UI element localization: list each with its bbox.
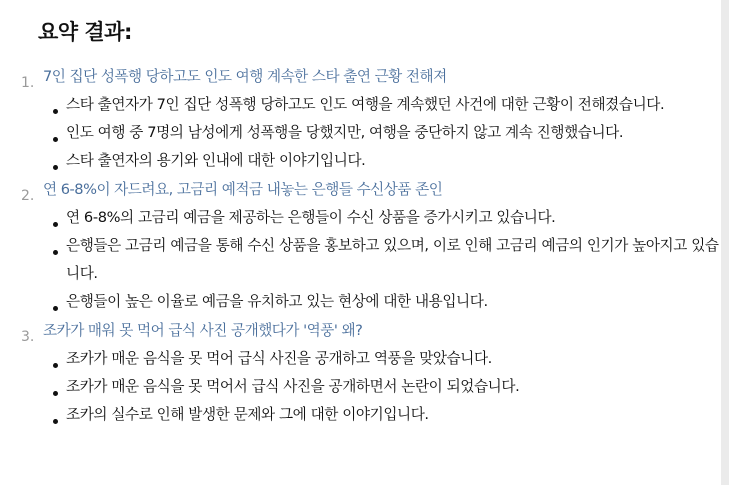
bullet-icon (53, 419, 58, 424)
bullet-icon (53, 109, 58, 114)
item-number: 1. (21, 75, 35, 91)
bullet-item (66, 345, 721, 373)
bullet-item (66, 288, 721, 316)
bullet-text: 조카가 매운 음식을 못 먹어 급식 사진을 공개하고 역풍을 맞았습니다. (66, 350, 492, 367)
bullet-text: 스타 출연자가 7인 집단 성폭행 당하고도 인도 여행을 계속했던 사건에 대한 근황이 전해졌습니다. (66, 96, 665, 113)
scrollbar-thumb[interactable] (721, 0, 729, 485)
bullet-item (66, 204, 721, 232)
bullet-text: 은행들이 높은 이율로 예금을 유치하고 있는 현상에 대한 내용입니다. (66, 293, 488, 310)
bullet-item (66, 91, 721, 119)
bullet-icon (53, 391, 58, 396)
item-number: 3. (21, 329, 35, 345)
summary-list (0, 62, 721, 429)
bullet-icon (53, 250, 58, 255)
bullet-item (66, 232, 721, 288)
item-number: 2. (21, 188, 35, 204)
bullet-list (0, 204, 721, 316)
bullet-text: 조카가 매운 음식을 못 먹어서 급식 사진을 공개하면서 논란이 되었습니다. (66, 378, 520, 395)
bullet-item (66, 401, 721, 429)
bullet-icon (53, 165, 58, 170)
bullet-icon (53, 137, 58, 142)
bullet-item (66, 119, 721, 147)
scrollbar[interactable] (721, 0, 747, 485)
summary-item-1 (0, 62, 721, 175)
summary-item-3 (0, 316, 721, 429)
page-title: 요약 결과: (38, 20, 132, 44)
bullet-text: 조카의 실수로 인해 발생한 문제와 그에 대한 이야기입니다. (66, 406, 429, 423)
bullet-text: 연 6-8%의 고금리 예금을 제공하는 은행들이 수신 상품을 증가시키고 있습니다. (66, 209, 556, 226)
summary-item-2 (0, 175, 721, 316)
article-link[interactable]: 조카가 매워 못 먹어 급식 사진 공개했다가 '역풍' 왜? (43, 322, 363, 339)
bullet-text: 은행들은 고금리 예금을 통해 수신 상품을 홍보하고 있으며, 이로 인해 고금리 예금의 인기가 높아지고 있습니다. (66, 237, 719, 282)
article-link[interactable]: 연 6-8%이 자드려요, 고금리 예적금 내놓는 은행들 수신상품 존인 (43, 181, 443, 198)
bullet-text: 인도 여행 중 7명의 남성에게 성폭행을 당했지만, 여행을 중단하지 않고 계속 진행했습니다. (66, 124, 624, 141)
article-link[interactable]: 7인 집단 성폭행 당하고도 인도 여행 계속한 스타 출연 근황 전해져 (43, 68, 447, 85)
bullet-list (0, 91, 721, 175)
bullet-text: 스타 출연자의 용기와 인내에 대한 이야기입니다. (66, 152, 366, 169)
bullet-icon (53, 306, 58, 311)
bullet-item (66, 373, 721, 401)
bullet-item (66, 147, 721, 175)
bullet-list (0, 345, 721, 429)
bullet-icon (53, 222, 58, 227)
bullet-icon (53, 363, 58, 368)
